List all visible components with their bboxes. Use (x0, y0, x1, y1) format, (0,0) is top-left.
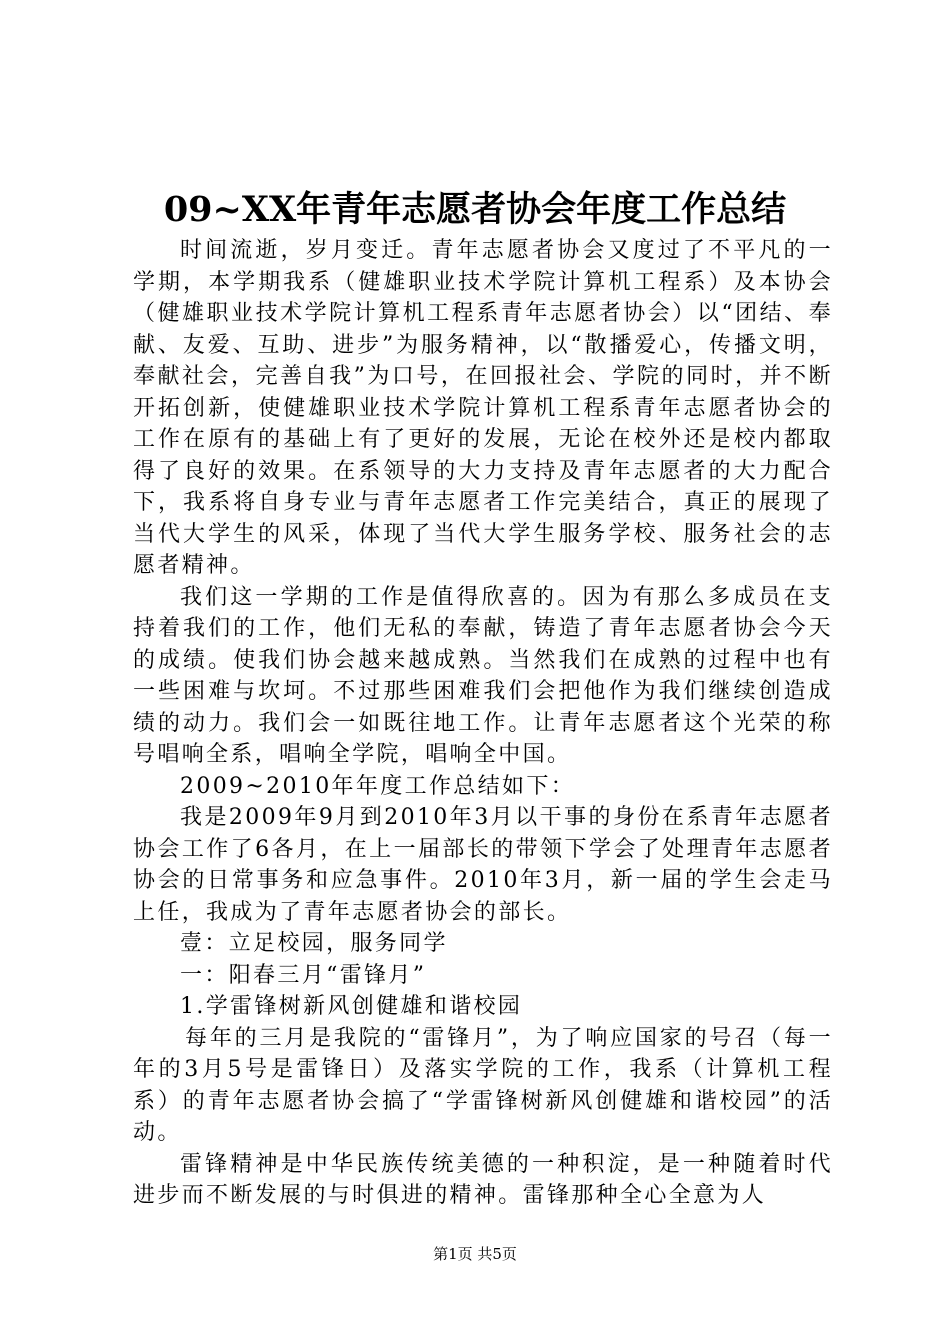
document-body (133, 235, 833, 1212)
paragraph-leifeng-spirit: 雷锋精神是中华民族传统美德的一种积淀，是一种随着时代进步而不断发展的与时俱进的精神。雷锋那种全心全意为人 (133, 1151, 833, 1208)
paragraph-leifeng-month: 每年的三月是我院的“雷锋月”，为了响应国家的号召（每一年的3月5号是雷锋日）及落实学院的工作，我系（计算机工程系）的青年志愿者协会搞了“学雷锋树新风创健雄和谐校园”的活动。 (133, 1025, 833, 1145)
paragraph-semester-work: 我们这一学期的工作是值得欣喜的。因为有那么多成员在支持着我们的工作，他们无私的奉献，铸造了青年志愿者协会今天的成绩。使我们协会越来越成熟。当然我们在成熟的过程中也有一些困难与坎坷。不过那些困难我们会把他作为我们继续创造成绩的动力。我们会一如既往地工作。让青年志愿者这个光荣的称号唱响全系，唱响全学院，唱响全中国。 (133, 584, 833, 767)
section-heading-1: 壹：立足校园，服务同学 (180, 931, 448, 956)
item-heading-1: 1.学雷锋树新风创健雄和谐校园 (180, 994, 523, 1019)
paragraph-summary-heading: 2009~2010年年度工作总结如下： (180, 773, 576, 799)
page-number-footer: 第1页 共5页 (433, 1245, 517, 1263)
subsection-heading-1: 一：阳春三月“雷锋月” (180, 962, 427, 988)
paragraph-intro: 时间流逝，岁月变迁。青年志愿者协会又度过了不平凡的一学期，本学期我系（健雄职业技术学院计算机工程系）及本协会（健雄职业技术学院计算机工程系青年志愿者协会）以“团结、奉献、友爱、互助、进步”为服务精神，以“散播爱心，传播文明，奉献社会，完善自我”为口号，在回报社会、学院的同时，并不断开拓创新，使健雄职业技术学院计算机工程系青年志愿者协会的工作在原有的基础上有了更好的发展，无论在校外还是校内都取得了良好的效果。在系领导的大力支持及青年志愿者的大力配合下，我系将自身专业与青年志愿者工作完美结合，真正的展现了当代大学生的风采，体现了当代大学生服务学校、服务社会的志愿者精神。 (133, 238, 833, 578)
document-title: 09~XX年青年志愿者协会年度工作总结 (163, 189, 787, 230)
paragraph-personal-role: 我是2009年9月到2010年3月以干事的身份在系青年志愿者协会工作了6各月，在上一届部长的带领下学会了处理青年志愿者协会的日常事务和应急事件。2010年3月，新一届的学生会走马上任，我成为了青年志愿者协会的部长。 (133, 805, 833, 925)
